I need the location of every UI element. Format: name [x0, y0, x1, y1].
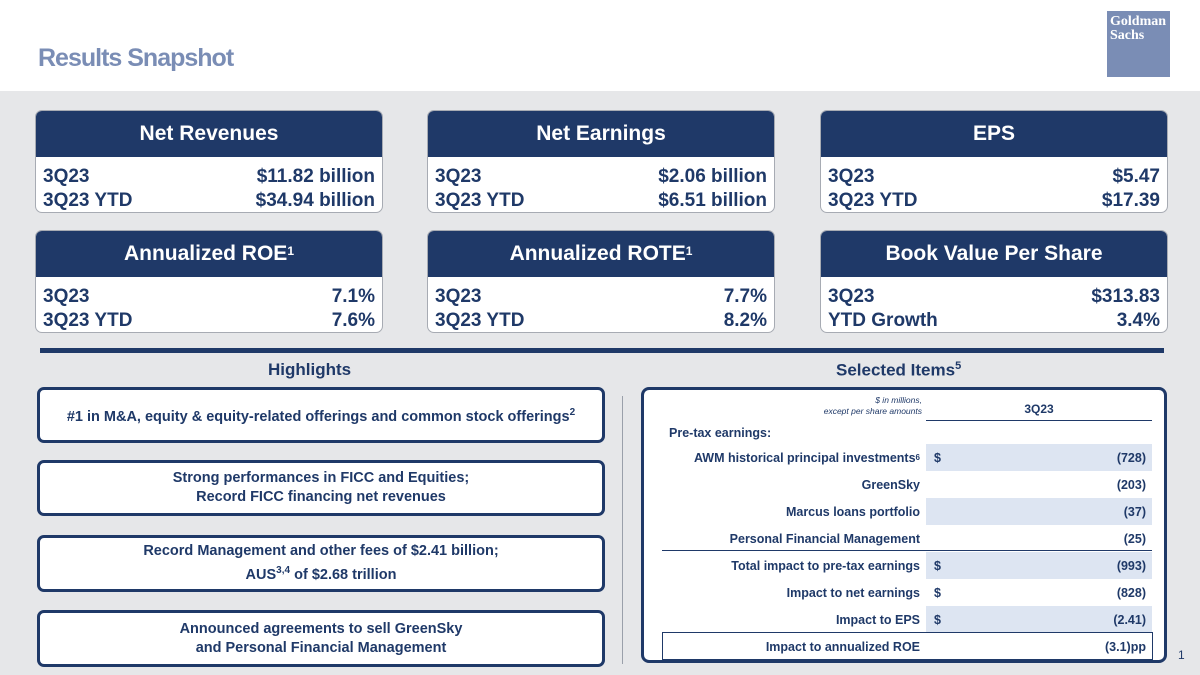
page-title: Results Snapshot: [38, 44, 234, 72]
card-annualized-rote: [427, 230, 775, 333]
highlight-text: Announced agreements to sell GreenSky: [179, 620, 463, 637]
selected-items-heading: Selected Items$^5$: [836, 360, 962, 380]
card-row: [821, 285, 1167, 309]
goldman-sachs-logo: [1107, 11, 1170, 77]
value-cell: [926, 525, 1152, 552]
highlight-text: and Personal Financial Management: [195, 639, 447, 656]
row-label: 3Q23: [435, 286, 482, 307]
highlight-text: AUS: [245, 566, 277, 583]
value-cell: [926, 498, 1152, 525]
row-value: $17.39: [1101, 190, 1160, 211]
table-row: [662, 606, 1152, 633]
row-value: 7.6%: [331, 310, 375, 331]
row-label: 3Q23 YTD: [43, 190, 133, 211]
highlight-text: #1 in M&A, equity & equity-related offerings and common stock offerings: [66, 408, 570, 425]
card-net-earnings: [427, 110, 775, 213]
row-label: 3Q23: [828, 166, 875, 187]
row-value: (203): [1116, 477, 1146, 492]
row-label: Personal Financial Management: [729, 531, 920, 546]
row-value: $34.94 billion: [255, 190, 375, 211]
highlight-sup: 2: [569, 407, 576, 419]
card-header: [36, 231, 382, 277]
row-label: 3Q23 YTD: [43, 310, 133, 331]
card-row: [36, 165, 382, 189]
row-value: (3.1)pp: [1105, 639, 1146, 654]
highlight-box: [37, 387, 605, 443]
card-header: [36, 111, 382, 157]
logo-line-1: Goldman: [1110, 14, 1167, 29]
card-header: [821, 111, 1167, 157]
row-label: Total impact to pre-tax earnings: [731, 558, 920, 573]
page-number: 1: [1178, 648, 1185, 662]
card-title-sup: 1: [685, 244, 693, 258]
highlight-box: [37, 460, 605, 516]
row-label: Impact to EPS: [835, 612, 920, 627]
card-row: [36, 309, 382, 333]
card-title: EPS: [972, 122, 1016, 145]
section-divider: [40, 348, 1164, 353]
column-header-3q23: 3Q23: [926, 397, 1152, 421]
row-value: 7.7%: [723, 286, 767, 307]
card-title: Annualized ROTE: [509, 242, 686, 265]
card-book-value-per-share: [820, 230, 1168, 333]
highlight-box: [37, 610, 605, 667]
card-header: [821, 231, 1167, 277]
value-cell: [926, 579, 1152, 606]
pretax-label: Pre-tax earnings:: [669, 426, 772, 440]
highlight-text: of $2.68 trillion: [290, 566, 397, 583]
row-value: $313.83: [1091, 286, 1160, 307]
table-row: [662, 579, 1152, 606]
logo-line-2: Sachs: [1110, 28, 1145, 43]
card-header: [428, 231, 774, 277]
highlight-sup: 3,4: [276, 565, 291, 577]
card-row: [36, 189, 382, 213]
card-eps: [820, 110, 1168, 213]
card-row: [428, 189, 774, 213]
highlight-text: Record Management and other fees of $2.41 billion;: [143, 543, 499, 560]
dollar-sign: $: [934, 612, 941, 627]
card-row: [821, 309, 1167, 333]
card-row: [36, 285, 382, 309]
row-label: YTD Growth: [828, 310, 938, 331]
card-title: Net Revenues: [139, 122, 279, 145]
column-separator: [622, 396, 623, 664]
row-value: 7.1%: [331, 286, 375, 307]
row-label: 3Q23 YTD: [435, 310, 525, 331]
table-row: [662, 525, 1152, 552]
row-value: (728): [1116, 450, 1146, 465]
row-value: 3.4%: [1116, 310, 1160, 331]
row-label-sup: 6: [915, 453, 920, 462]
roe-impact-outline: [662, 632, 1153, 660]
highlight-text: Strong performances in FICC and Equities;: [172, 470, 470, 486]
table-row: [662, 552, 1152, 579]
value-cell: [926, 606, 1152, 633]
highlight-box: [37, 535, 605, 592]
table-row: [662, 498, 1152, 525]
row-label: 3Q23 YTD: [435, 190, 525, 211]
row-label: Marcus loans portfolio: [785, 504, 920, 519]
row-label: GreenSky: [861, 477, 920, 492]
row-value: (2.41): [1113, 612, 1146, 627]
selected-items-sup: 5: [955, 360, 962, 372]
table-row: [662, 471, 1152, 498]
card-annualized-roe: [35, 230, 383, 333]
row-label: 3Q23 YTD: [828, 190, 918, 211]
row-value: $11.82 billion: [256, 166, 375, 187]
card-title: Net Earnings: [536, 122, 666, 145]
row-value: $2.06 billion: [658, 166, 767, 187]
card-row: [428, 165, 774, 189]
row-label: AWM historical principal investments 6: [693, 450, 920, 465]
row-value: 8.2%: [723, 310, 767, 331]
total-separator: [662, 550, 1152, 551]
value-cell: [926, 471, 1152, 498]
card-row: [428, 285, 774, 309]
card-title: Annualized ROE: [123, 242, 288, 265]
row-label: 3Q23: [43, 166, 90, 187]
row-label: Impact to net earnings: [786, 585, 920, 600]
row-value: (25): [1123, 531, 1146, 546]
card-title: Book Value Per Share: [885, 242, 1103, 265]
row-label: 3Q23: [828, 286, 875, 307]
row-value: (993): [1116, 558, 1146, 573]
row-value: $6.51 billion: [658, 190, 767, 211]
row-value: $5.47: [1112, 166, 1160, 187]
card-row: [821, 189, 1167, 213]
card-header: [428, 111, 774, 157]
row-value: (37): [1123, 504, 1146, 519]
value-cell: [926, 444, 1152, 471]
card-net-revenues: [35, 110, 383, 213]
card-title-sup: 1: [287, 244, 295, 258]
card-row: [428, 309, 774, 333]
table-row: [662, 444, 1152, 471]
units-note: $ in millions, except per share amounts: [823, 395, 922, 416]
row-label: 3Q23: [43, 286, 90, 307]
dollar-sign: $: [934, 558, 941, 573]
card-row: [821, 165, 1167, 189]
dollar-sign: $: [934, 585, 941, 600]
value-cell: [926, 552, 1152, 579]
dollar-sign: $: [934, 450, 941, 465]
highlights-heading: Highlights: [268, 360, 352, 379]
row-value: (828): [1116, 585, 1146, 600]
row-label: 3Q23: [435, 166, 482, 187]
highlight-text: Record FICC financing net revenues: [196, 489, 446, 505]
row-label: Impact to annualized ROE: [765, 639, 920, 654]
